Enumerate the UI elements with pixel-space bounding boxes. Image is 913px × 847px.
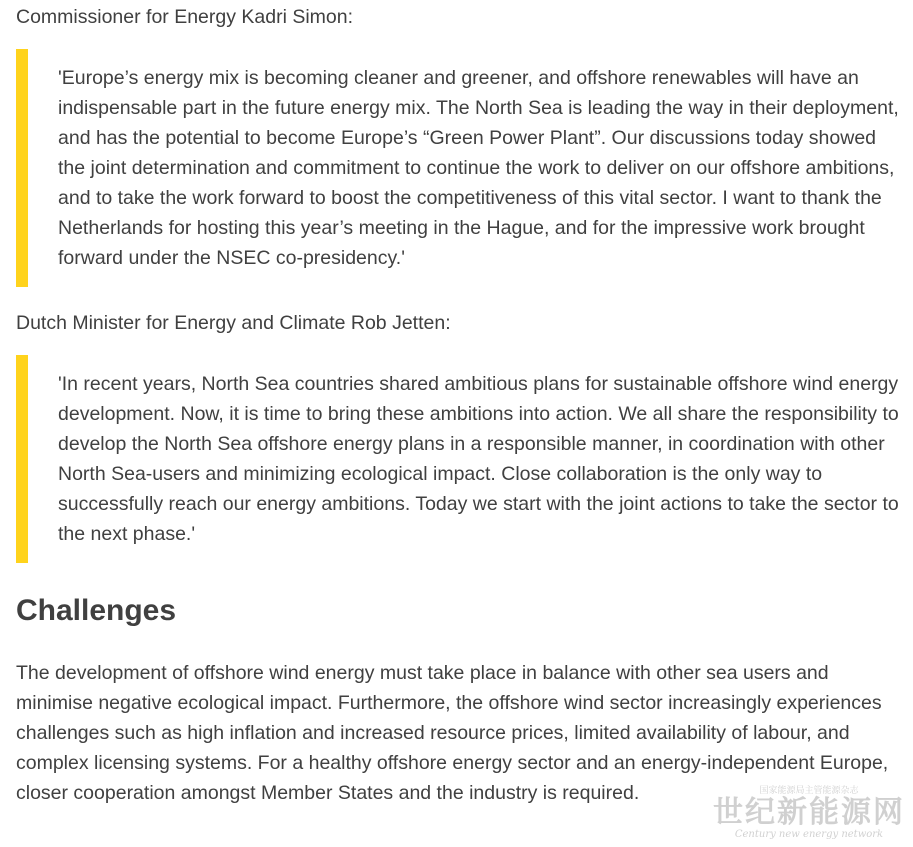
quote-minister-text: 'In recent years, North Sea countries shared ambitious plans for sustainable offshore wind energy development. Now, it is time to bring these ambitions into action. We all share the responsibility to develop the North Sea offshore energy plans in a responsible manner, in coordination with other North Sea-users and minimizing ecological impact. Close collaboration is the only way to successfully reach our energy ambitions. Today we start with the joint actions to take the sector to the next phase.' — [58, 373, 899, 545]
speaker-minister: Dutch Minister for Energy and Climate Rob Jetten: — [16, 312, 451, 334]
watermark-top-text: 国家能源局主管能源杂志 — [759, 786, 859, 796]
quote-accent-bar — [16, 49, 28, 287]
quote-minister — [16, 355, 908, 563]
watermark-subtitle: Century new energy network — [734, 829, 884, 840]
site-watermark — [713, 786, 905, 841]
quote-commissioner — [16, 49, 908, 287]
speaker-commissioner: Commissioner for Energy Kadri Simon: — [16, 6, 354, 28]
quote-accent-bar — [16, 355, 28, 563]
article-content — [16, 0, 908, 808]
challenges-paragraph: The development of offshore wind energy must take place in balance with other sea users and minimise negative ecological impact. Furthermore, the offshore wind sector increasingly experiences challenges such as high inflation and increased resource prices, limited availability of labour, and complex licensing systems. For a healthy offshore energy sector and an energy-independent Europe, closer cooperation amongst Member States and the industry is required. — [16, 662, 889, 804]
watermark-logo-text: 世纪新能源网 — [713, 795, 905, 830]
section-heading: Challenges — [16, 594, 177, 627]
quote-commissioner-text: 'Europe’s energy mix is becoming cleaner and greener, and offshore renewables will have an indispensable part in the future energy mix. The North Sea is leading the way in their deployment, and has the potential to become Europe’s “Green Power Plant”. Our discussions today showed the joint determination and commitment to continue the work to deliver on our offshore ambitions, and to take the work forward to boost the competitiveness of this vital sector. I want to thank the Netherlands for hosting this year’s meeting in the Hague, and for the impressive work brought forward under the NSEC co-presidency.' — [58, 67, 899, 269]
